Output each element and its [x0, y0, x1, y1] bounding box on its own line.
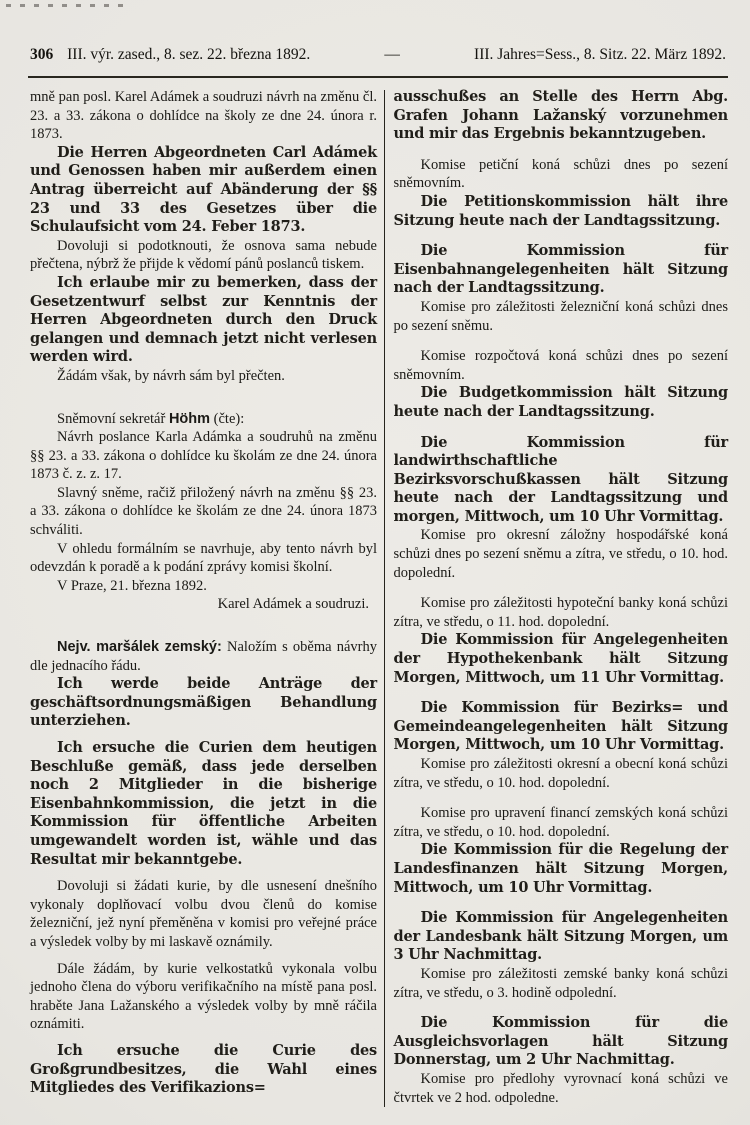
- text-run: (čte):: [210, 410, 245, 427]
- text-run: Komise pro záležitosti zemské banky koná schůzi zítra, ve středu, o 3. hodině odpolední.: [393, 965, 728, 1001]
- paragraph-fraktur: [394, 631, 728, 687]
- paragraph-fraktur: [394, 699, 728, 755]
- paragraph-fraktur: [30, 144, 377, 237]
- text-run: Die Kommission für die Ausgleichsvorlagen hält Sitzung Donnerstag, um 2 Uhr Nachmittag.: [393, 1014, 728, 1069]
- text-run: Komise pro záležitosti okresní a obecní koná schůzi zítra, ve středu, o 10. hod. dopolední.: [393, 756, 728, 791]
- text-run: Komise pro upravení financí zemských koná schůzi zítra, ve středu, o 10. hod. dopolední.: [393, 805, 728, 840]
- paragraph-fraktur: [30, 675, 377, 731]
- text-run: Sněmovní sekretář: [57, 410, 169, 427]
- text-run: Karel Adámek a soudruzi.: [217, 596, 369, 613]
- paragraph-fraktur: [394, 384, 728, 421]
- two-column-body: [30, 88, 728, 1107]
- text-run: Dále žádám, by kurie velkostatků vykonala volbu jednoho člena do výboru verifikačního na místě pana posl. hraběte Jana Lažanského a výsledek volby by mně ráčila oznámiti.: [30, 960, 377, 1033]
- paragraph-antiqua: [30, 877, 377, 951]
- text-run: Ich ersuche die Curie des Großgrundbesitzes, die Wahl eines Mitgliedes des Verifikazions=: [30, 1041, 377, 1097]
- text-run: mně pan posl. Karel Adámek a soudruzi návrh na změnu čl. 23. a 33. zákona o dohlídce na školy ze dne 24. února r. 1873.: [30, 89, 377, 143]
- paragraph-antiqua: [30, 638, 377, 675]
- text-run: Die Budgetkommission hält Sitzung heute nach der Landtagssitzung.: [393, 384, 728, 420]
- paragraph-fraktur: [394, 841, 728, 897]
- column-divider: [384, 90, 385, 1107]
- paragraph-fraktur: [394, 909, 728, 965]
- text-run: Žádám však, by návrh sám byl přečten.: [57, 367, 285, 384]
- paragraph-antiqua: [30, 237, 377, 274]
- text-run: Komise pro okresní záložny hospodářské koná schůzi dnes po sezení sněmu a zítra, ve středu, o 10. hod. dopolední.: [393, 527, 728, 581]
- header-title-czech: III. výr. zased., 8. sez. 22. března 1892.: [67, 46, 311, 63]
- text-run: Die Kommission für landwirthschaftliche Bezirksvorschußkassen hält Sitzung heute nach der Landtagssitzung und morgen, Mittwoch, um 10 Uhr Vormittag.: [393, 433, 728, 525]
- header-left: [30, 46, 310, 64]
- paragraph-fraktur: [394, 193, 728, 230]
- paragraph-antiqua: [394, 755, 728, 792]
- text-run: Komise rozpočtová koná schůzi dnes po sezení sněmovním.: [393, 348, 728, 383]
- text-run: Dovoluji si žádati kurie, by dle usnesení dnešního vykonaly doplňovací volbu dvou členů do komise železniční, jež nyní přeměněna v komisi pro veřejné práce a výsledek volby by mi laskavě oznámily.: [30, 878, 377, 950]
- paragraph-antiqua: [30, 367, 377, 386]
- paragraph-antiqua: [30, 595, 377, 614]
- paragraph-antiqua: [30, 88, 377, 144]
- paragraph-fraktur: [394, 434, 728, 527]
- paragraph-fraktur: [30, 739, 377, 869]
- text-run: V ohledu formálním se navrhuje, aby tento návrh byl odevzdán k poradě a k podání zprávy komisi školní.: [30, 540, 377, 576]
- text-run: Die Herren Abgeordneten Carl Adámek und Genossen haben mir außerdem einen Antrag überreicht auf Abänderung der §§ 23 und 33 des Gesetzes über die Schulaufsicht vom 24. Feber 1873.: [30, 143, 377, 236]
- paragraph-antiqua: [30, 410, 377, 429]
- text-run: Slavný sněme, račiž přiložený návrh na změnu §§ 23. a 33. zákona o dohlídce ke školám ze dne 24. února 1873 schváliti.: [30, 484, 377, 539]
- paragraph-fraktur: [30, 1042, 377, 1098]
- paragraph-antiqua: [30, 428, 377, 484]
- text-run: Die Kommission für die Regelung der Landesfinanzen hält Sitzung Morgen, Mittwoch, um 10 Uhr Vormittag.: [393, 841, 728, 896]
- text-run: Die Kommission für Angelegenheiten der Hypothekenbank hält Sitzung Morgen, Mittwoch, um 11 Uhr Vormittag.: [393, 631, 728, 686]
- paragraph-antiqua: [394, 594, 728, 631]
- paragraph-antiqua: [394, 298, 728, 335]
- text-run: Die Kommission für Angelegenheiten der Landesbank hält Sitzung Morgen, um 3 Uhr Nachmittag.: [393, 909, 728, 964]
- header-rule: [28, 76, 728, 78]
- left-column: [30, 88, 377, 1107]
- text-run: ausschußes an Stelle des Herrn Abg. Grafen Johann Lažanský vorzunehmen und mir das Ergebnis bekanntzugeben.: [393, 88, 728, 143]
- paragraph-antiqua: [394, 804, 728, 841]
- right-column: [394, 88, 728, 1107]
- paragraph-antiqua: [394, 347, 728, 384]
- paragraph-antiqua: [394, 156, 728, 193]
- text-run: Komise pro předlohy vyrovnací koná schůzi ve čtvrtek ve 2 hod. odpoledne.: [393, 1070, 728, 1106]
- page-header: [30, 46, 726, 64]
- paragraph-fraktur: [394, 88, 728, 144]
- text-run: Komise pro záležitosti železniční koná schůzi dnes po sezení sněmu.: [393, 298, 728, 334]
- paragraph-antiqua: [30, 484, 377, 540]
- text-run: Die Kommission für Bezirks= und Gemeindeangelegenheiten hält Sitzung Morgen, Mittwoch, um 10 Uhr Vormittag.: [393, 699, 728, 754]
- text-run: V Praze, 21. března 1892.: [57, 577, 207, 594]
- paragraph-fraktur: [394, 1014, 728, 1070]
- paragraph-antiqua: [30, 577, 377, 596]
- text-run: Komise petiční koná schůzi dnes po sezení sněmovním.: [393, 156, 728, 192]
- paragraph-antiqua: [30, 540, 377, 577]
- text-run: Ich ersuche die Curien dem heutigen Beschluße gemäß, dass jede derselben noch 2 Mitglieder in die bisherige Eisenbahnkommission, die jetzt in die Kommission für öffentliche Arbeiten umgewandelt worden ist, wähle und das Resultat mir bekanntgebe.: [30, 739, 377, 868]
- paragraph-fraktur: [394, 242, 728, 298]
- paragraph-antiqua: [394, 1070, 728, 1107]
- text-run: Dovoluji si podotknouti, že osnova sama nebude přečtena, nýbrž že přijde k vědomí pánů poslanců tiskem.: [30, 237, 377, 273]
- text-run: Návrh poslance Karla Adámka a soudruhů na změnu §§ 23. a 33. zákona o dohlídce ku školám ze dne 24. února 1873 č. z. z. 17.: [30, 429, 377, 483]
- paragraph-antiqua: [394, 965, 728, 1002]
- speaker-name: Nejv. maršálek zemský:: [57, 639, 222, 656]
- text-run: Ich werde beide Anträge der geschäftsordnungsmäßigen Behandlung unterziehen.: [30, 675, 377, 730]
- paragraph-antiqua: [30, 960, 377, 1034]
- header-title-german: III. Jahres=Sess., 8. Sitz. 22. März 1892.: [474, 46, 726, 63]
- text-run: Die Kommission für Eisenbahnangelegenheiten hält Sitzung nach der Landtagssitzung.: [393, 242, 728, 297]
- scan-artifact: [6, 4, 126, 7]
- text-run: Die Petitionskommission hält ihre Sitzung heute nach der Landtagssitzung.: [393, 192, 728, 229]
- paragraph-fraktur: [30, 274, 377, 367]
- page-number: 306: [30, 46, 54, 63]
- speaker-name: Höhm: [168, 410, 211, 427]
- text-run: Naložím s oběma návrhy dle jednacího řádu.: [30, 639, 377, 674]
- text-run: Komise pro záležitosti hypoteční banky koná schůzi zítra, ve středu, o 11. hod. dopolední.: [393, 595, 728, 630]
- paragraph-antiqua: [394, 526, 728, 582]
- header-dash: —: [384, 46, 400, 63]
- text-run: Ich erlaube mir zu bemerken, dass der Gesetzentwurf selbst zur Kenntnis der Herren Abgeordneten durch den Druck gelangen und demnach jetzt nicht verlesen werden wird.: [30, 273, 377, 366]
